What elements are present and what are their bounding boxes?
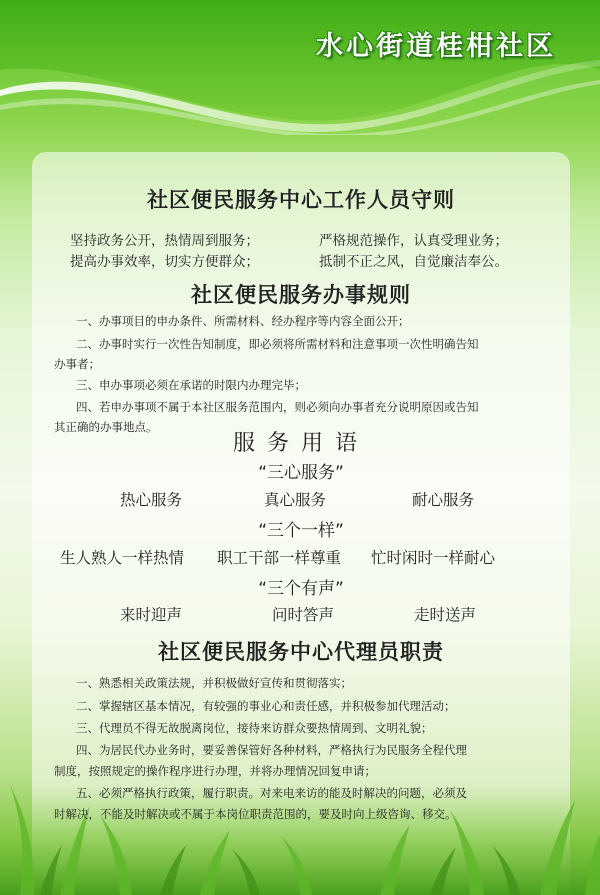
staff-rule-3: 提高办事效率，切实方便群众； xyxy=(70,254,259,270)
term-farewell: 走时送声 xyxy=(414,606,477,624)
service-terms-title: 服务用语 xyxy=(232,431,369,456)
agent-duties-title: 社区便民服务中心代理员职责 xyxy=(158,640,444,664)
staff-rule-1: 坚持政务公开，热情周到服务； xyxy=(70,233,259,249)
group-three-same: “三个一样” xyxy=(258,521,344,541)
agent-duty-4-cont: 制度，按照规定的操作程序进行办理，并将办理情况回复申请； xyxy=(54,764,376,778)
term-answer-questions: 问时答声 xyxy=(272,606,335,624)
header-banner xyxy=(0,0,600,135)
term-patient-service: 耐心服务 xyxy=(412,491,475,509)
group-three-hearts: “三心服务” xyxy=(258,463,344,483)
procedure-rules-title: 社区便民服务办事规则 xyxy=(191,283,411,307)
term-same-patience: 忙时闲时一样耐心 xyxy=(371,549,496,567)
agent-duty-5: 五、必须严格执行政策，履行职责。对来电来访的能及时解决的问题，必须及 xyxy=(76,786,467,800)
term-greet-arrival: 来时迎声 xyxy=(120,606,183,624)
group-three-voices: “三个有声” xyxy=(258,579,344,599)
agent-duty-2: 二、掌握辖区基本情况，有较强的事业心和责任感，并积极参加代理活动； xyxy=(76,699,456,713)
procedure-rule-1: 一、办事项目的申办条件、所需材料、经办程序等内容全面公开； xyxy=(76,314,410,328)
term-same-warmth: 生人熟人一样热情 xyxy=(60,549,185,567)
procedure-rule-2-cont: 办事者； xyxy=(54,357,100,371)
procedure-rule-2: 二、办事时实行一次性告知制度，即必须将所需材料和注意事项一次性明确告知 xyxy=(76,337,479,351)
agent-duty-5-cont: 时解决，不能及时解决或不属于本岗位职责范围的，要及时向上级咨询、移交。 xyxy=(54,807,457,821)
agent-duty-1: 一、熟悉相关政策法规，并积极做好宣传和贯彻落实； xyxy=(76,676,352,690)
staff-rule-4: 抵制不正之风，自觉廉洁奉公。 xyxy=(319,254,508,270)
agent-duty-4: 四、为居民代办业务时，要妥善保管好各种材料，严格执行为民服务全程代理 xyxy=(76,743,467,757)
term-warm-service: 热心服务 xyxy=(120,491,183,509)
procedure-rule-4-cont: 其正确的办事地点。 xyxy=(54,420,158,434)
agent-duty-3: 三、代理员不得无故脱离岗位，接待来访群众要热情周到、文明礼貌； xyxy=(76,721,433,735)
procedure-rule-4: 四、若申办事项不属于本社区服务范围内，则必须向办事者充分说明原因或告知 xyxy=(76,400,479,414)
community-title: 水心街道桂柑社区 xyxy=(316,31,556,62)
procedure-rule-3: 三、申办事项必须在承诺的时限内办理完毕； xyxy=(76,378,306,392)
term-same-respect: 职工干部一样尊重 xyxy=(217,549,342,567)
banner-wave-graphic xyxy=(0,0,600,135)
staff-rules-title: 社区便民服务中心工作人员守则 xyxy=(147,188,455,212)
staff-rule-2: 严格规范操作，认真受理业务； xyxy=(319,233,508,249)
term-sincere-service: 真心服务 xyxy=(264,491,327,509)
